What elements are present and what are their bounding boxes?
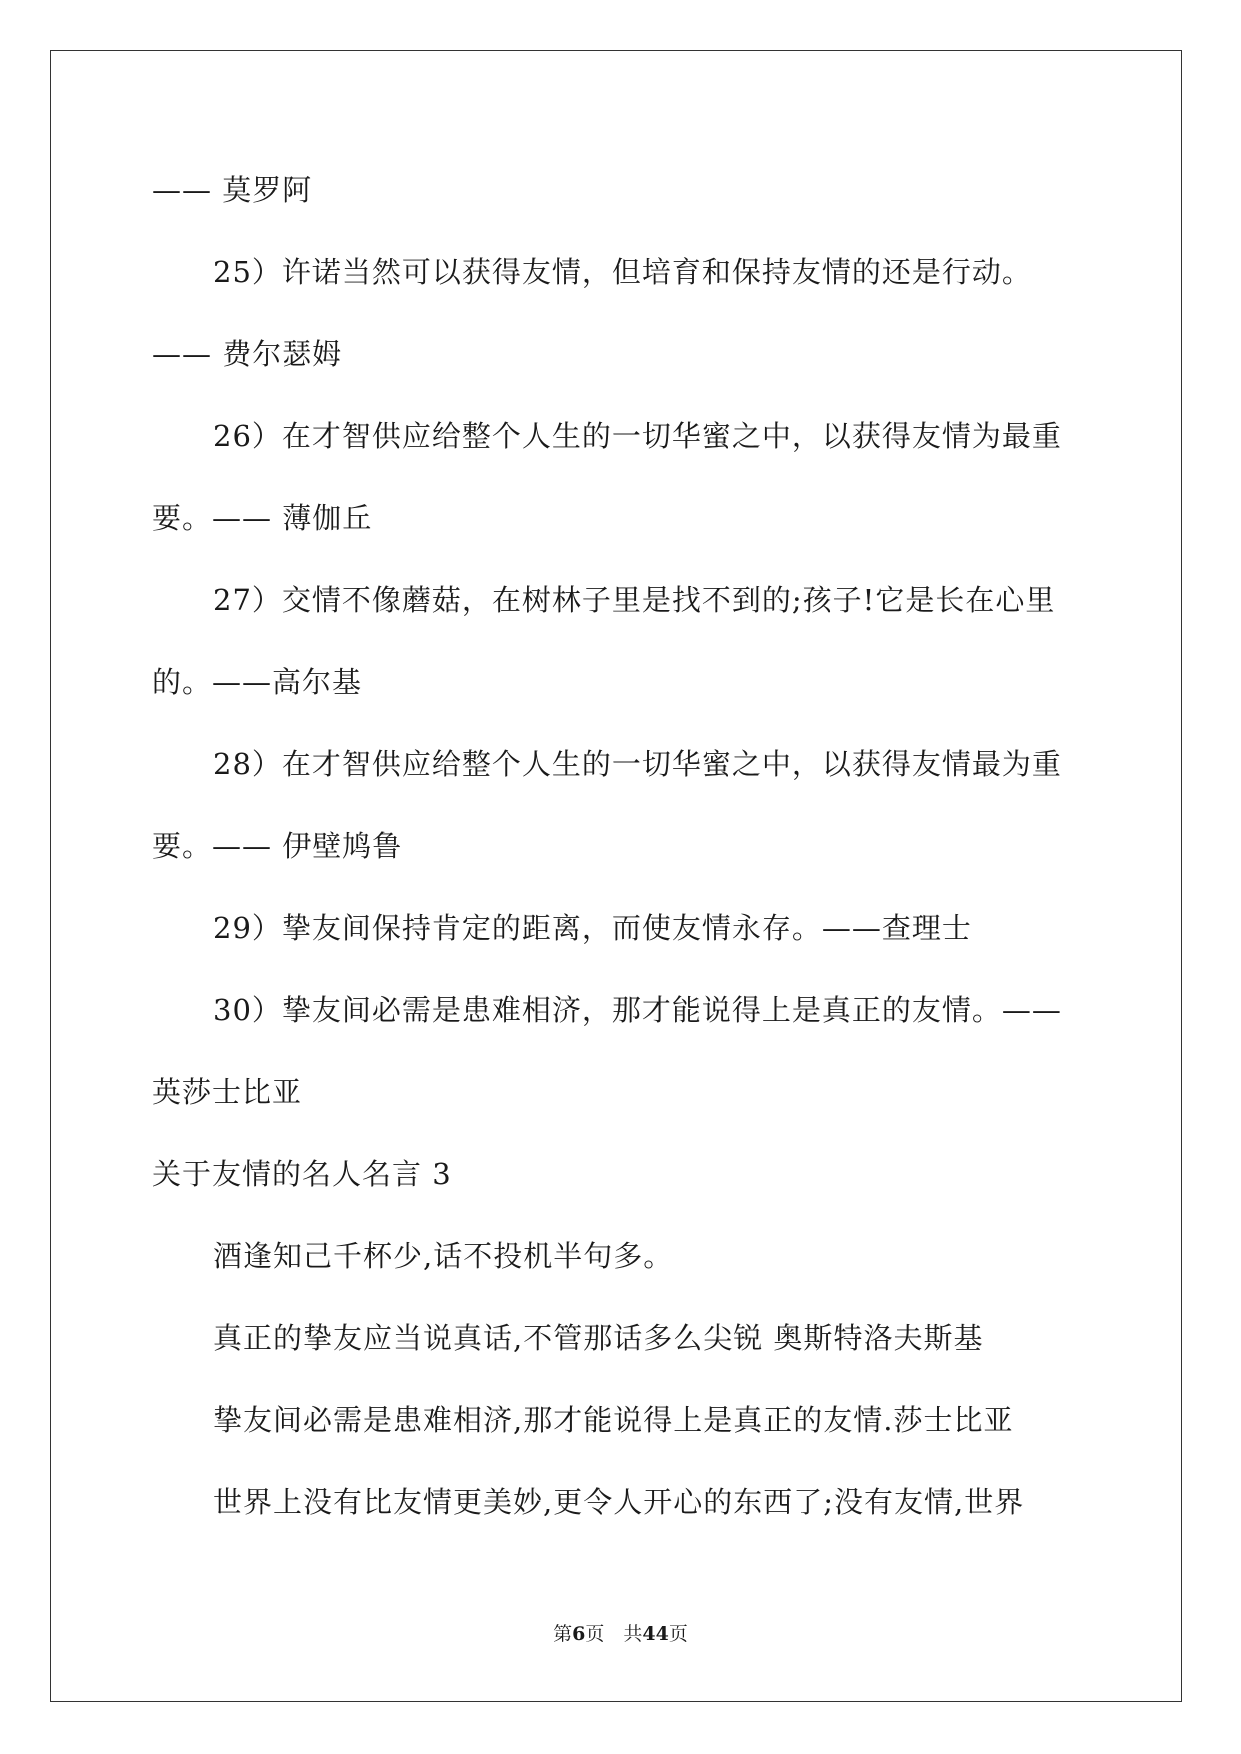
text-line-quote-30: 30）挚友间必需是患难相济，那才能说得上是真正的友情。—— [213,993,1062,1027]
total-pages: 44 [642,1623,669,1645]
page-number: 6 [572,1623,586,1645]
footer-suffix: 页 [668,1623,688,1645]
text-line-quote-30-cont: 英莎士比亚 [152,1075,303,1109]
page-footer [0,1622,1241,1646]
footer-middle: 页 共 [585,1623,643,1645]
text-line-quote-28: 28）在才智供应给整个人生的一切华蜜之中，以获得友情最为重 [213,747,1062,781]
text-line-world: 世界上没有比友情更美妙,更令人开心的东西了;没有友情,世界 [213,1485,1025,1519]
text-line-quote-27: 27）交情不像蘑菇，在树林子里是找不到的;孩子!它是长在心里 [213,583,1056,617]
text-line-author-moroa: —— 莫罗阿 [152,173,313,207]
page-border [50,50,1182,1702]
text-line-ostrovsky: 真正的挚友应当说真话,不管那话多么尖锐 奥斯特洛夫斯基 [213,1321,984,1355]
text-line-quote-26-cont: 要。—— 薄伽丘 [152,501,373,535]
text-line-quote-25: 25）许诺当然可以获得友情，但培育和保持友情的还是行动。 [213,255,1032,289]
text-line-quote-27-cont: 的。——高尔基 [152,665,363,699]
text-line-proverb: 酒逢知己千杯少,话不投机半句多。 [213,1239,674,1273]
text-line-quote-29: 29）挚友间保持肯定的距离，而使友情永存。——查理士 [213,911,972,945]
text-line-author-feltham: —— 费尔瑟姆 [152,337,343,371]
text-line-quote-28-cont: 要。—— 伊壁鸠鲁 [152,829,403,863]
text-line-quote-26: 26）在才智供应给整个人生的一切华蜜之中，以获得友情为最重 [213,419,1062,453]
text-line-shakespeare: 挚友间必需是患难相济,那才能说得上是真正的友情.莎士比亚 [213,1403,1014,1437]
section-heading: 关于友情的名人名言 3 [152,1157,452,1191]
footer-prefix: 第 [553,1623,573,1645]
